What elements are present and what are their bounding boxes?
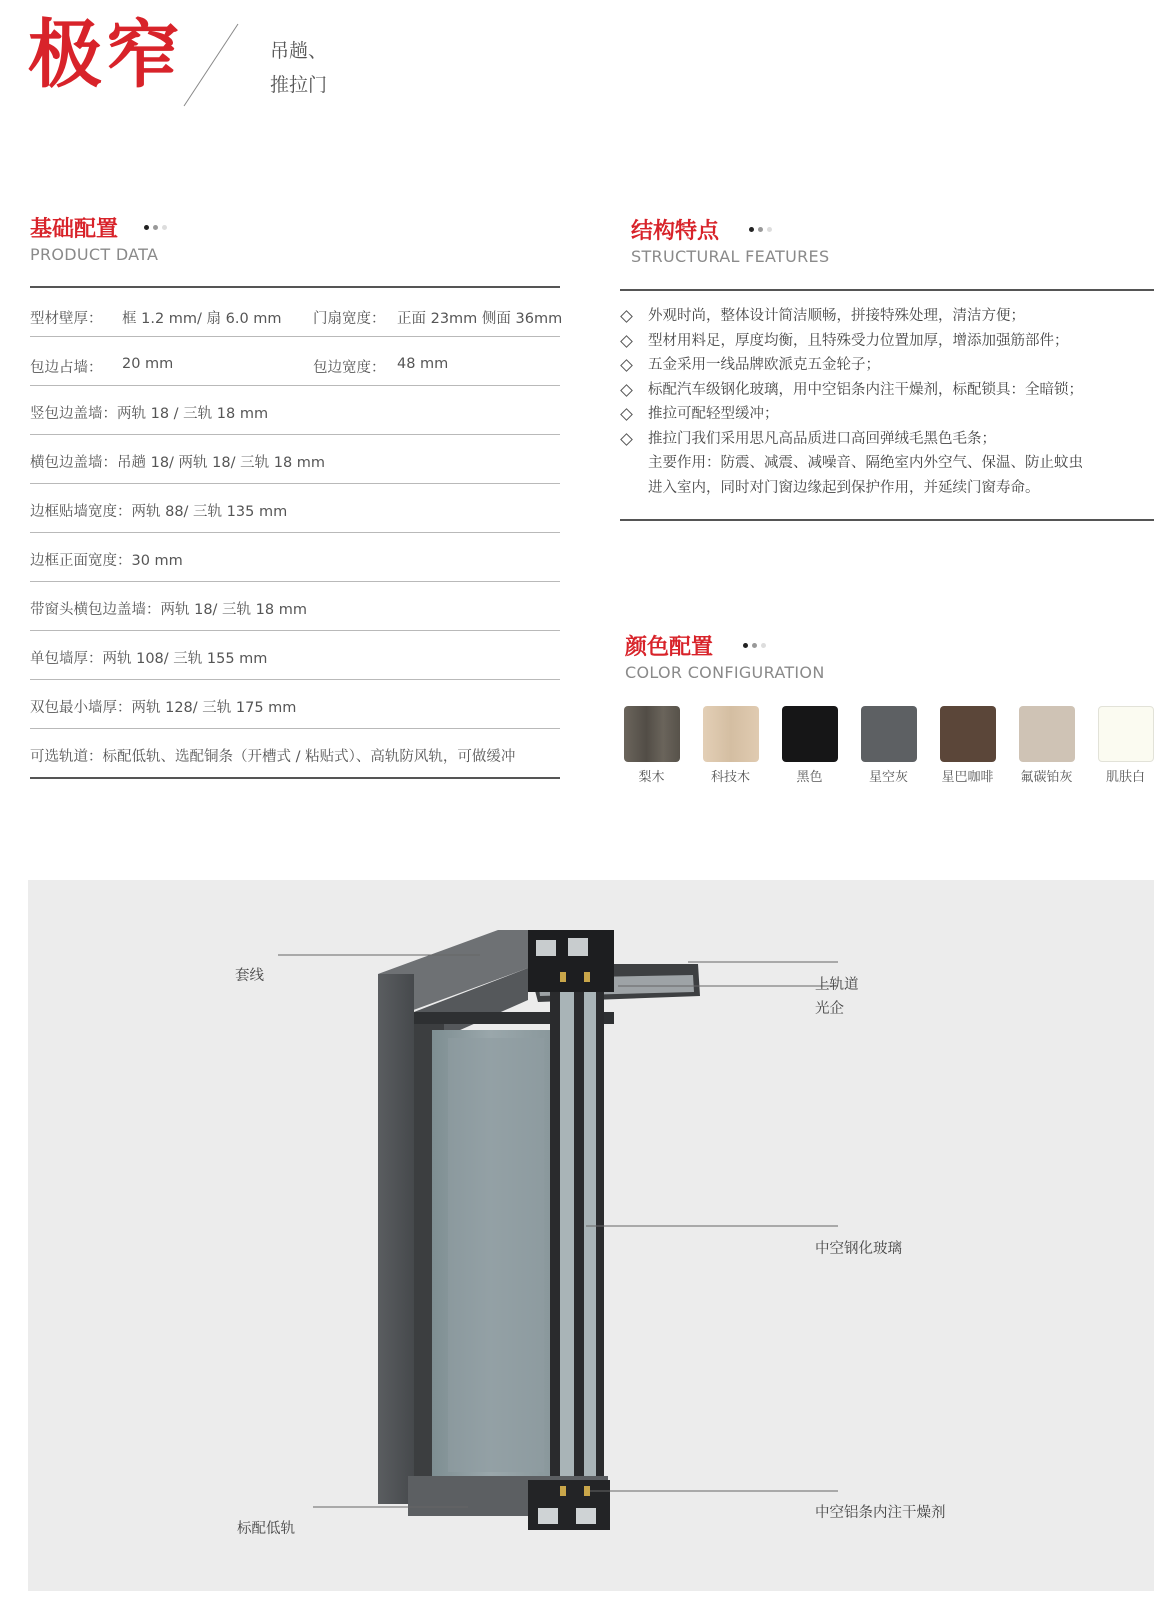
swatch-label: 科技木 xyxy=(710,770,750,785)
swatch-chip xyxy=(861,706,917,762)
divider xyxy=(30,679,560,680)
feature-text: 五金采用一线品牌欧派克五金轮子； xyxy=(648,357,880,373)
list-item xyxy=(620,402,1160,427)
feature-text: 标配汽车级钢化玻璃，用中空铝条内注干燥剂，标配锁具：全暗锁； xyxy=(648,381,1083,398)
page-subtitle xyxy=(270,34,327,102)
table-row: 横包边盖墙：吊趟 18/ 两轨 18/ 三轨 18 mm xyxy=(30,455,326,471)
swatch-chip xyxy=(782,706,838,762)
list-item xyxy=(620,427,1160,452)
divider xyxy=(620,519,1154,521)
divider xyxy=(30,532,560,533)
list-item-continuation xyxy=(620,451,1160,476)
label-desiccant: 中空铝条内注干燥剂 xyxy=(815,1505,946,1521)
swatch-chip xyxy=(1019,706,1075,762)
color-swatch-item[interactable] xyxy=(1007,706,1086,785)
color-swatch-item[interactable] xyxy=(1086,706,1165,785)
label-glass: 中空钢化玻璃 xyxy=(815,1241,902,1257)
list-item xyxy=(620,353,1160,378)
list-item xyxy=(620,329,1160,354)
table-row: 竖包边盖墙：两轨 18 / 三轨 18 mm xyxy=(30,406,269,422)
row-value: 框 1.2 mm/ 扇 6.0 mm xyxy=(122,311,282,327)
divider xyxy=(30,385,560,386)
table-row: 边框正面宽度：30 mm xyxy=(30,553,183,569)
table-row: 双包最小墙厚：两轨 128/ 三轨 175 mm xyxy=(30,700,297,716)
label-guang-qi: 光企 xyxy=(815,1001,844,1017)
structural-title-cn: 结构特点 xyxy=(631,219,720,244)
feature-list xyxy=(620,304,1160,500)
row-value: 48 mm xyxy=(397,356,449,372)
table-row xyxy=(30,307,563,328)
color-swatch-item[interactable] xyxy=(691,706,770,785)
feature-text: 型材用料足，厚度均衡，且特殊受力位置加厚，增添加强筋部件； xyxy=(648,332,1069,349)
divider xyxy=(620,289,1154,291)
divider xyxy=(30,286,560,288)
list-item xyxy=(620,304,1160,329)
feature-text: 推拉可配轻型缓冲； xyxy=(648,406,779,422)
label-top-track: 上轨道 xyxy=(815,977,859,993)
divider xyxy=(30,581,560,582)
diamond-bullet-icon xyxy=(620,433,633,446)
table-row xyxy=(30,356,560,377)
row-label: 包边宽度： xyxy=(313,360,386,376)
swatch-chip xyxy=(1098,706,1154,762)
feature-text: 进入室内，同时对门窗边缘起到保护作用，并延续门窗寿命。 xyxy=(648,479,1040,496)
door-cross-section-illustration xyxy=(28,880,1154,1591)
swatch-label: 梨木 xyxy=(638,770,665,785)
swatch-label: 星空灰 xyxy=(868,770,908,785)
feature-text: 推拉门我们采用思凡高品质进口高回弹绒毛黑色毛条； xyxy=(648,430,996,447)
row-value: 20 mm xyxy=(122,356,174,372)
section-dots-icon xyxy=(749,227,772,232)
page-title: 极窄 xyxy=(28,12,184,98)
row-value: 正面 23mm 侧面 36mm xyxy=(397,311,563,327)
structural-heading xyxy=(631,214,829,266)
product-data-title-en: PRODUCT DATA xyxy=(30,245,159,264)
divider xyxy=(30,434,560,435)
color-swatch-item[interactable] xyxy=(612,706,691,785)
table-row: 边框贴墙宽度：两轨 88/ 三轨 135 mm xyxy=(30,504,288,520)
table-row: 带窗头横包边盖墙：两轨 18/ 三轨 18 mm xyxy=(30,602,307,618)
swatch-label: 星巴咖啡 xyxy=(941,770,994,785)
swatch-label: 黑色 xyxy=(796,770,823,785)
diamond-bullet-icon xyxy=(620,335,633,348)
diamond-bullet-icon xyxy=(620,310,633,323)
divider xyxy=(30,728,560,729)
title-divider-slash xyxy=(176,20,246,110)
color-swatch-item[interactable] xyxy=(928,706,1007,785)
swatch-label: 氟碳铂灰 xyxy=(1020,770,1073,785)
divider xyxy=(30,777,560,779)
feature-text: 主要作用：防震、减震、减噪音、隔绝室内外空气、保温、防止蚊虫 xyxy=(648,455,1083,471)
label-low-track: 标配低轨 xyxy=(237,1521,295,1537)
colors-title-cn: 颜色配置 xyxy=(625,635,714,660)
row-label: 门扇宽度： xyxy=(313,311,386,327)
label-tao-xian: 套线 xyxy=(235,968,264,984)
table-row: 可选轨道：标配低轨、选配铜条（开槽式 / 粘贴式）、高轨防风轨，可做缓冲 xyxy=(30,749,516,765)
divider xyxy=(30,336,560,337)
swatch-chip xyxy=(624,706,680,762)
color-swatch-item[interactable] xyxy=(849,706,928,785)
row-label: 型材壁厚： xyxy=(30,311,103,327)
swatch-label: 肌肤白 xyxy=(1105,770,1145,785)
list-item xyxy=(620,378,1160,403)
table-row: 单包墙厚：两轨 108/ 三轨 155 mm xyxy=(30,651,268,667)
swatch-chip xyxy=(940,706,996,762)
color-swatch-item[interactable] xyxy=(770,706,849,785)
section-dots-icon xyxy=(743,643,766,648)
subtitle-line-2: 推拉门 xyxy=(270,74,328,96)
row-label: 包边占墙： xyxy=(30,360,103,376)
swatch-row xyxy=(612,706,1165,785)
divider xyxy=(30,630,560,631)
product-data-title-cn: 基础配置 xyxy=(30,217,119,242)
diamond-bullet-icon xyxy=(620,384,633,397)
feature-text: 外观时尚，整体设计简洁顺畅，拼接特殊处理，清洁方便； xyxy=(648,308,1025,324)
diamond-bullet-icon xyxy=(620,408,633,421)
colors-heading xyxy=(625,630,825,682)
swatch-chip xyxy=(703,706,759,762)
subtitle-line-1: 吊趟、 xyxy=(270,40,328,62)
divider xyxy=(30,483,560,484)
diamond-bullet-icon xyxy=(620,359,633,372)
list-item-continuation xyxy=(620,476,1160,501)
product-data-heading xyxy=(30,212,167,264)
structural-title-en: STRUCTURAL FEATURES xyxy=(631,247,830,266)
colors-title-en: COLOR CONFIGURATION xyxy=(625,663,825,682)
section-dots-icon xyxy=(144,225,167,230)
